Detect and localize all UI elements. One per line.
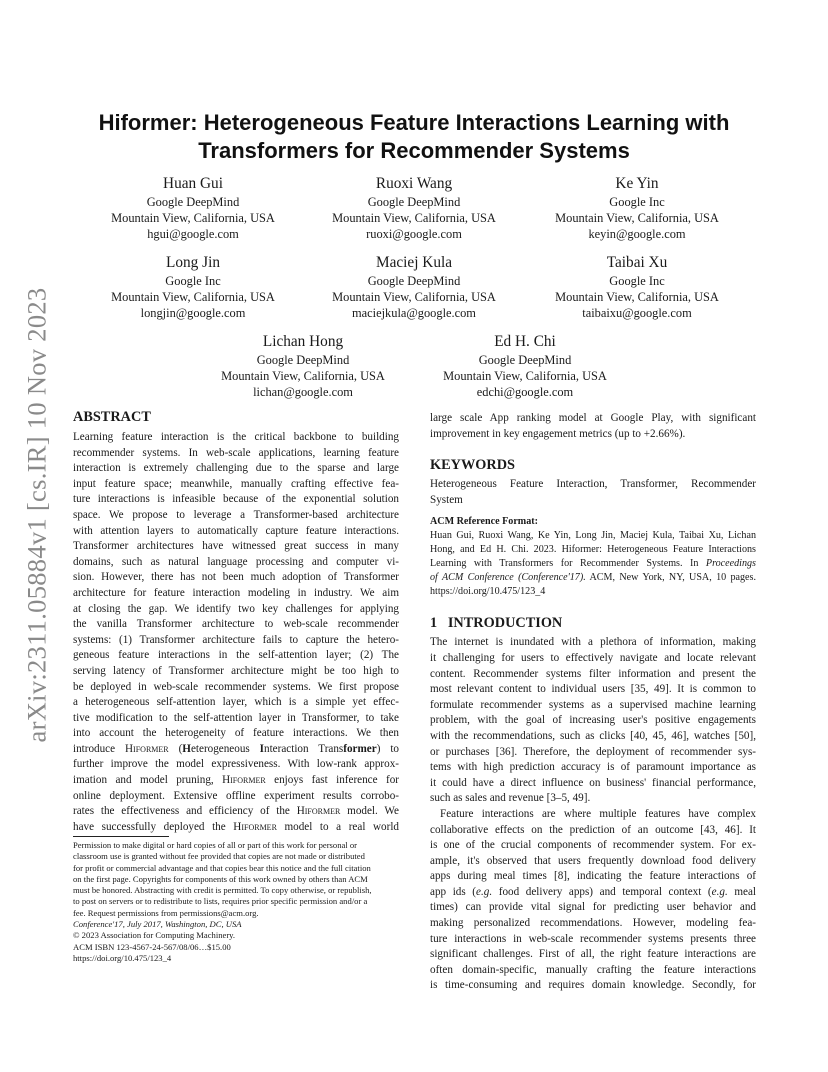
author-block [183,333,423,400]
abstract-line: interaction is extremely challenging due to the sparse and large [73,462,399,475]
abstract-line: Transformer architectures have witnessed great success in many [73,540,399,553]
keywords-heading: KEYWORDS [430,457,515,474]
intro-line: formulate recommender systems as a supervised machine learning [430,698,756,711]
author-email: maciejkula@google.com [352,306,476,320]
footnote-line: for profit or commercial advantage and that copies bear this notice and the full citation [73,862,371,873]
author-location: Mountain View, California, USA [332,290,496,304]
acm-reference-line: Hong, and Ed H. Chi. 2023. Hiformer: Heterogeneous Feature Interactions [430,544,756,556]
abstract-line: online deployment. Extensive offline experiment results corrobo- [73,789,399,802]
acm-reference-line: of ACM Conference (Conference'17). ACM, New York, NY, USA, 10 pages. [430,572,756,584]
abstract-continuation [430,411,756,442]
introduction-heading: 1 INTRODUCTION [430,615,563,632]
intro-line: it challenging for users to effectively navigate and locate relevant [430,651,756,664]
intro-line: most relevant content to individual users [35, 49]. It is common to [430,683,756,696]
abstract-line: input feature space; meanwhile, manually crafting effective fea- [73,477,399,490]
right-column [430,411,756,994]
author-location: Mountain View, California, USA [555,290,719,304]
author-affiliation: Google Inc [609,274,665,288]
abstract-line: introduce Hiformer (Heterogeneous Interaction Transformer) to [73,742,400,755]
author-name: Ruoxi Wang [375,175,453,192]
footnote-line: fee. Request permissions from permissions@acm.org. [73,907,259,918]
acm-reference-doi: https://doi.org/10.475/123_4 [430,586,546,598]
intro-line: or purchases [36]. Therefore, the deployment of recommender sys- [430,745,756,758]
intro-line: significant challenges. First of all, the right feature interactions are [430,948,756,961]
title-line-2: Transformers for Recommender Systems [198,138,630,163]
author-location: Mountain View, California, USA [221,369,385,383]
intro-line: content. Recommender systems filter information and present the [430,667,756,680]
author-affiliation: Google DeepMind [367,195,461,209]
author-affiliation: Google DeepMind [146,195,240,209]
author-email: ruoxi@google.com [366,227,462,241]
author-email: hgui@google.com [147,227,239,241]
author-name: Ed H. Chi [494,333,556,350]
author-block [517,254,757,321]
author-email: lichan@google.com [253,385,353,399]
footnote-line: must be honored. Abstracting with credit is permitted. To copy otherwise, or republish, [73,885,372,896]
author-email: edchi@google.com [476,385,574,399]
copyright-line: © 2023 Association for Computing Machinery. [73,930,236,941]
paper-title [60,109,768,165]
abstract-line: have successfully deployed the Hiformer model to a real world [73,820,399,833]
author-block [294,254,534,321]
abstract-line: domains, such as natural language processing and computer vi- [73,555,399,568]
intro-line: times) can provide vital signal for predicting user behavior and [430,901,756,914]
acm-reference-line: Learning with Transformers for Recommender Systems. In Proceedings [430,558,756,570]
abstract-line: with attention layers to automatically capture feature interactions. [73,524,399,537]
footnote-line: Permission to make digital or hard copies of all or part of this work for personal or [73,840,358,850]
author-block [294,175,534,242]
abstract-line: recommender systems. In web-scale applications, learning feature [73,446,399,459]
author-affiliation: Google DeepMind [367,274,461,288]
abstract-body [73,430,399,835]
intro-line: Feature interactions are where multiple features have complex [440,807,756,820]
intro-line: is one of the crucial components of recommender system. For ex- [430,839,756,852]
abstract-line: the vanilla Transformer architecture to web-scale recommender [73,618,399,631]
abstract-line: imation and model pruning, Hiformer enjoys fast inference for [73,774,399,787]
abstract-line: rates the effectiveness and efficiency of the Hiformer model. We [73,805,399,818]
footnote-rule [73,836,169,837]
abstract-heading: ABSTRACT [73,409,151,425]
author-name: Long Jin [166,254,220,271]
permission-footnote [73,840,399,964]
intro-line: making personalized recommendations. However, modeling fea- [430,917,756,930]
author-name: Huan Gui [163,175,223,192]
author-location: Mountain View, California, USA [332,211,496,225]
abstract-line: tive modification to the self-attention layer in Transformer, to take [73,711,399,724]
footnote-line: on the first page. Copyrights for components of this work owned by others than ACM [73,873,368,884]
footnote-line: to post on servers or to redistribute to lists, requires prior specific permission and/or a [73,896,368,907]
intro-line: ample, it's observed that users frequently download food delivery [430,854,756,867]
author-location: Mountain View, California, USA [111,211,275,225]
intro-line: it could have a direct influence on business' financial performance, [430,776,756,789]
doi-line: https://doi.org/10.475/123_4 [73,952,172,963]
intro-line: problem, with the goal of increasing user's positive engagements [430,714,756,727]
abstract-line: space. We propose to leverage a Transformer-based architecture [73,508,399,521]
abstract-line: further improve the model expressiveness. With low-rank approx- [73,758,399,771]
abstract-line: a heterogeneous self-attention layer, which is a simple yet effec- [73,696,399,709]
abstract-line: sion. However, there has not been much adoption of Transformer [73,571,399,584]
acm-reference-text [430,529,756,599]
intro-line: ture interactions in web-scale recommender systems presents three [430,932,756,945]
footnote-line: classroom use is granted without fee provided that copies are not made or distributed [73,851,365,862]
abstract-line: ture interactions is infeasible because of the exponential solution [73,493,399,506]
author-name: Maciej Kula [375,254,453,271]
author-email: longjin@google.com [140,306,246,320]
intro-line: The internet is inundated with a plethora of information, making [430,636,756,649]
acm-reference-heading: ACM Reference Format: [430,516,538,528]
isbn-line: ACM ISBN 123-4567-24-567/08/06…$15.00 [73,941,231,952]
keywords-line: Heterogeneous Feature Interaction, Transformer, Recommender [430,478,756,491]
author-block [73,254,313,321]
abstract-line: systems: (1) Transformer architecture fails to capture the hetero- [73,633,399,646]
intro-line: often domain-specific, manually crafting the feature interactions [430,963,756,976]
abstract-section [73,408,399,835]
abstract-line: large scale App ranking model at Google Play, with significant [430,412,756,424]
author-email: keyin@google.com [588,227,686,241]
keywords-list [430,477,756,508]
abstract-line: serving latency of Transformer architecture might be too high to [73,664,399,677]
abstract-line: be deployed in web-scale recommender systems. We first propose [73,680,399,693]
author-location: Mountain View, California, USA [443,369,607,383]
author-email: taibaixu@google.com [582,306,692,320]
intro-line: with the recommendations, such as clicks [40, 45, 46], watches [50], [430,729,756,742]
author-location: Mountain View, California, USA [111,290,275,304]
intro-line: apps during meal times [8], indicating the feature interactions of [430,870,756,883]
author-name: Taibai Xu [606,254,668,271]
acm-reference [430,515,756,599]
intro-line: is time-consuming and requires domain knowledge. Secondly, for [430,979,756,992]
introduction-body [430,635,756,994]
abstract-line: geneous feature interactions in the self-attention layer; (2) The [73,649,399,662]
abstract-line: at closing the gap. We identify two key challenges for applying [73,602,399,615]
title-line-1: Hiformer: Heterogeneous Feature Interactions Learning with [98,110,730,135]
arxiv-watermark: arXiv:2311.05884v1 [cs.IR] 10 Nov 2023 [21,287,52,743]
intro-line: app ids (e.g. food delivery apps) and temporal context (e.g. meal [430,885,757,898]
author-name: Ke Yin [615,175,659,192]
conference-info: Conference'17, July 2017, Washington, DC, USA [73,919,242,930]
author-affiliation: Google Inc [165,274,221,288]
abstract-line: improvement in key engagement metrics (up to +2.66%). [430,427,686,440]
keywords-line: System [430,493,463,506]
abstract-line: into account the heterogeneity of feature interactions. We then [73,727,399,740]
author-block [73,175,313,242]
abstract-line: Learning feature interaction is the critical backbone to building [73,431,399,443]
author-affiliation: Google Inc [609,195,665,209]
author-name: Lichan Hong [262,333,344,350]
author-block [405,333,645,400]
author-affiliation: Google DeepMind [478,353,572,367]
abstract-line: architecture for feature interaction modeling in industry. We aim [73,586,399,599]
author-block [517,175,757,242]
intro-line: collaborative effects on the prediction of an outcome [43, 46]. It [430,823,756,836]
author-affiliation: Google DeepMind [256,353,350,367]
intro-line: such as sales and revenue [3–5, 49]. [430,792,591,805]
author-location: Mountain View, California, USA [555,211,719,225]
acm-reference-line: Huan Gui, Ruoxi Wang, Ke Yin, Long Jin, Maciej Kula, Taibai Xu, Lichan [430,530,756,542]
intro-line: tems with high prediction accuracy is of paramount importance as [430,761,756,774]
